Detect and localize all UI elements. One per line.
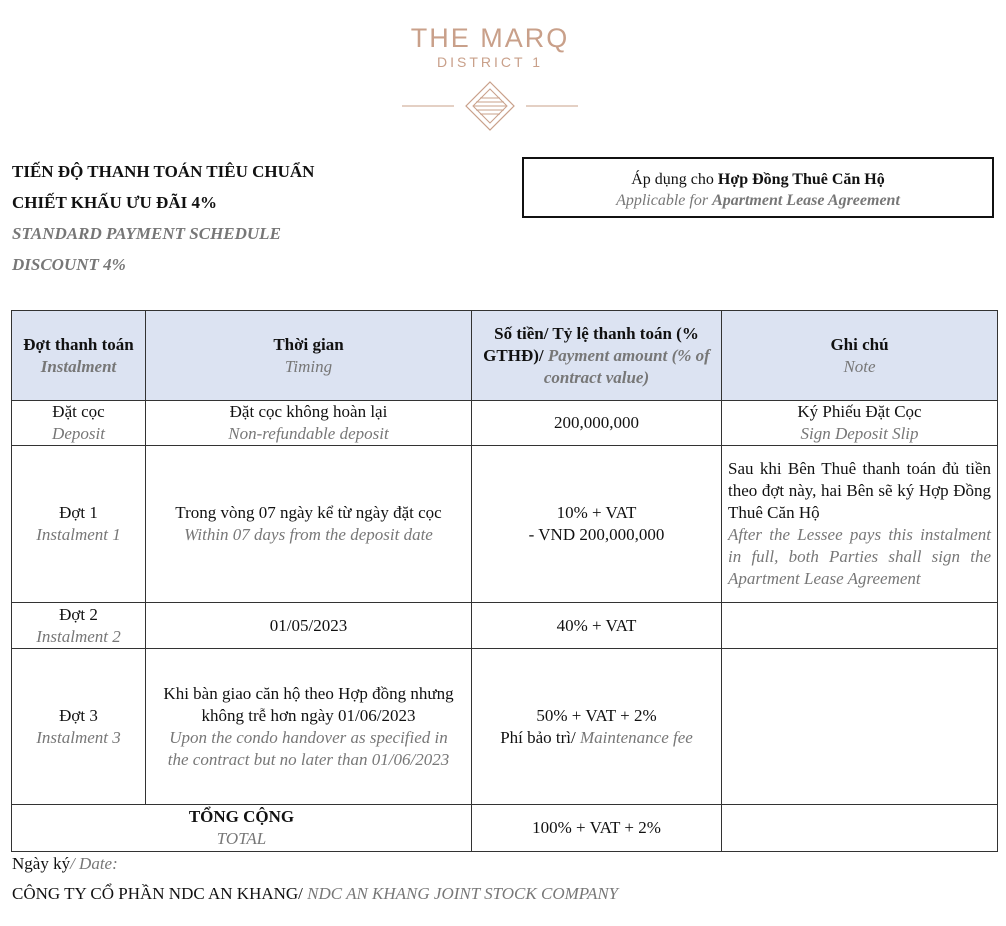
applicability-en-prefix: Applicable for	[616, 192, 713, 209]
header-note	[722, 311, 998, 401]
total-note	[722, 805, 998, 852]
amount-line1: 10% + VAT	[556, 503, 637, 522]
header-instalment-en: Instalment	[40, 356, 117, 376]
timing-en: Non-refundable deposit	[228, 424, 389, 443]
row-1-instalment	[12, 446, 146, 603]
applicability-box	[522, 157, 994, 218]
heading-vn-line2: CHIẾT KHẤU ƯU ĐÃI 4%	[12, 193, 217, 212]
row-2-amount: 40% + VAT	[472, 603, 722, 649]
logo-subtitle: DISTRICT 1	[437, 54, 543, 70]
row-2-timing: 01/05/2023	[146, 603, 472, 649]
row-deposit-timing	[146, 401, 472, 446]
note-en: Sign Deposit Slip	[800, 424, 919, 443]
header-timing-en: Timing	[284, 356, 333, 376]
row-1-amount	[472, 446, 722, 603]
table-row	[12, 446, 998, 603]
heading-en-line1: STANDARD PAYMENT SCHEDULE	[12, 224, 281, 243]
row-3-note	[722, 649, 998, 805]
total-row	[12, 805, 998, 852]
timing-vn: Đặt cọc không hoàn lại	[229, 402, 388, 421]
header-note-en: Note	[843, 356, 876, 376]
header-amount-en: Payment amount (% of contract value)	[543, 345, 710, 387]
instalment-en: Instalment 2	[36, 626, 121, 646]
instalment-vn: Đợt 2	[59, 604, 98, 624]
amount-line2: - VND 200,000,000	[528, 525, 665, 544]
row-deposit-amount: 200,000,000	[472, 401, 722, 446]
header-timing	[146, 311, 472, 401]
company-name	[12, 884, 618, 904]
table-row	[12, 401, 998, 446]
maintenance-fee-vn: Phí bảo trì/	[500, 727, 580, 747]
header-instalment	[12, 311, 146, 401]
total-label	[12, 805, 472, 852]
amount-line1: 50% + VAT + 2%	[536, 705, 657, 725]
heading-en-line2: DISCOUNT 4%	[12, 255, 126, 274]
note-vn: Ký Phiếu Đặt Cọc	[797, 402, 922, 421]
payment-schedule-table	[11, 310, 998, 852]
logo-title: THE MARQ	[410, 23, 570, 53]
instalment-vn: Đặt cọc	[52, 402, 105, 421]
total-amount: 100% + VAT + 2%	[472, 805, 722, 852]
date-label-vn: Ngày ký	[12, 854, 71, 873]
note-vn: Sau khi Bên Thuê thanh toán đủ tiền theo đợt này, hai Bên sẽ ký Hợp Đồng Thuê Căn Hộ	[728, 459, 991, 522]
header-instalment-vn: Đợt thanh toán	[23, 334, 134, 354]
row-3-amount	[472, 649, 722, 805]
date-label-en: / Date:	[70, 854, 118, 873]
header-timing-vn: Thời gian	[273, 334, 344, 354]
applicability-en	[524, 190, 992, 211]
row-1-note	[722, 446, 998, 603]
table-row	[12, 649, 998, 805]
applicability-vn	[524, 169, 992, 190]
row-2-note	[722, 603, 998, 649]
header-note-vn: Ghi chú	[830, 334, 889, 354]
instalment-en: Instalment 3	[36, 727, 121, 747]
amount-line2	[478, 727, 715, 749]
signing-date	[12, 854, 118, 874]
timing-vn: Khi bàn giao căn hộ theo Hợp đồng nhưng không trễ hơn ngày 01/06/2023	[163, 683, 454, 725]
table-header-row	[12, 311, 998, 401]
schedule-heading	[12, 156, 314, 280]
row-2-instalment	[12, 603, 146, 649]
instalment-en: Deposit	[52, 424, 105, 443]
total-label-en: TOTAL	[216, 829, 267, 848]
heading-vn-line1: TIẾN ĐỘ THANH TOÁN TIÊU CHUẨN	[12, 162, 315, 181]
maintenance-fee-en: Maintenance fee	[580, 727, 693, 747]
company-name-en: NDC AN KHANG JOINT STOCK COMPANY	[307, 884, 619, 903]
applicability-en-bold: Apartment Lease Agreement	[712, 192, 900, 209]
applicability-vn-bold: Hợp Đồng Thuê Căn Hộ	[717, 171, 885, 188]
brand-logo	[380, 22, 600, 132]
row-deposit-note	[722, 401, 998, 446]
timing-en: Upon the condo handover as specified in the contract but no later than 01/06/2023	[167, 727, 450, 769]
instalment-en: Instalment 1	[36, 525, 121, 544]
header-amount	[472, 311, 722, 401]
timing-vn: Trong vòng 07 ngày kể từ ngày đặt cọc	[175, 503, 442, 522]
instalment-vn: Đợt 3	[59, 705, 98, 725]
row-1-timing	[146, 446, 472, 603]
company-name-vn: CÔNG TY CỔ PHẦN NDC AN KHANG/	[12, 884, 308, 903]
timing-en: Within 07 days from the deposit date	[184, 525, 433, 544]
total-label-vn: TỔNG CỘNG	[188, 807, 295, 826]
note-en: After the Lessee pays this instalment in full, both Parties shall sign the Apartment Lease Agreement	[728, 525, 991, 588]
table-row	[12, 603, 998, 649]
instalment-vn: Đợt 1	[59, 503, 98, 522]
applicability-vn-prefix: Áp dụng cho	[631, 171, 718, 188]
logo-emblem-icon	[402, 80, 578, 132]
row-3-timing	[146, 649, 472, 805]
header-amount-vn: Số tiền/ Tỷ lệ thanh toán (% GTHĐ)/	[483, 323, 699, 365]
row-deposit-instalment	[12, 401, 146, 446]
row-3-instalment	[12, 649, 146, 805]
